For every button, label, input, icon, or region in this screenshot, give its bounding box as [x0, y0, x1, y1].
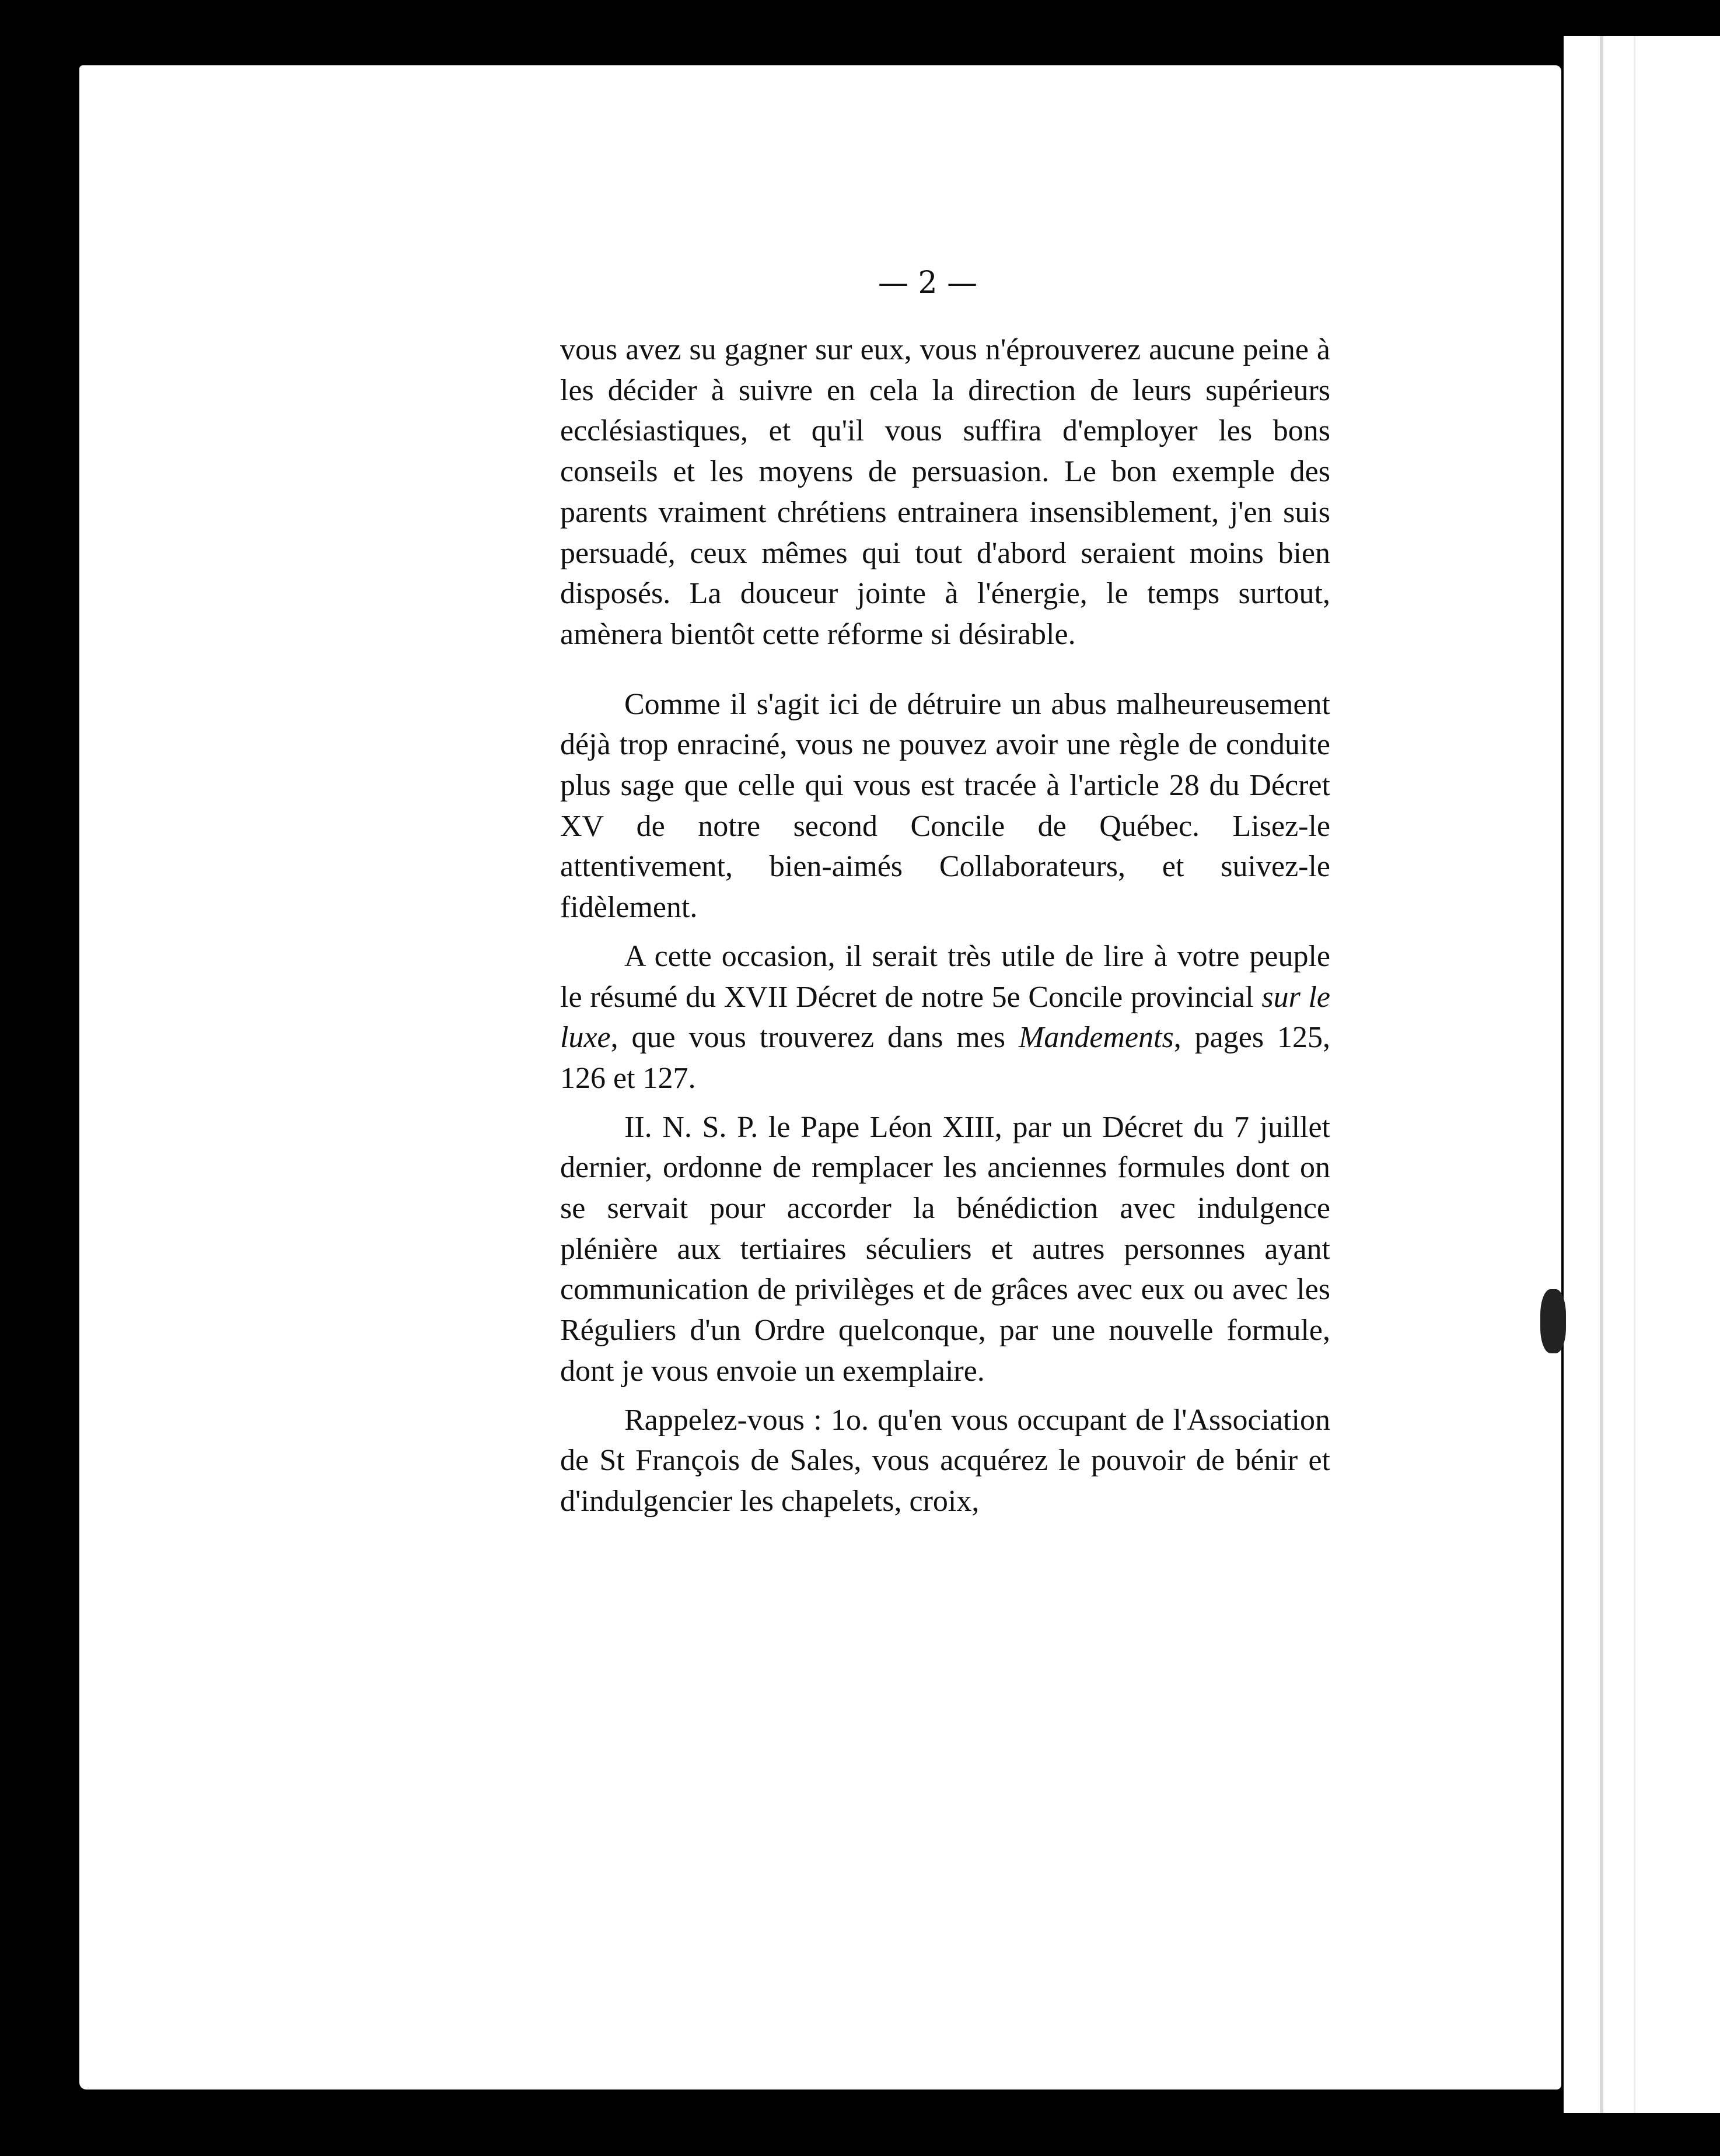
ink-blot-mark	[1540, 1289, 1566, 1353]
paragraph-3-text-middle: , que vous trouverez dans mes	[610, 1021, 1019, 1055]
paragraph-4: II. N. S. P. le Pape Léon XIII, par un Décret du 7 juillet dernier, ordonne de remplacer les anciennes formules dont on se servait pour accorder la bénédiction avec indulgence plénière aux tertiaires séculiers et autres personnes ayant communication de privilèges et de grâces avec eux ou avec les Réguliers d'un Ordre quelconque, par une nouvelle formule, dont je vous envoie un exemplaire.	[560, 1110, 1330, 1388]
page-number: — 2 —	[878, 265, 978, 300]
body-text	[560, 330, 1330, 1530]
paragraph-5: Rappelez-vous : 1o. qu'en vous occupant de l'Association de St François de Sales, vous acquérez le pouvoir de bénir et d'indulgencier les chapelets, croix,	[560, 1403, 1330, 1518]
paragraph-3-text-start: A cette occasion, il serait très utile de lire à votre peuple le résumé du XVII Décret de notre 5e Concile provincial	[560, 939, 1330, 1014]
paragraph-1: vous avez su gagner sur eux, vous n'éprouverez aucune peine à les décider à suivre en cela la direction de leurs supérieurs ecclésiastiques, et qu'il vous suffira d'employer les bons conseils et les moyens de persuasion. Le bon exemple des parents vraiment chrétiens entrainera insensiblement, j'en suis persuadé, ceux mêmes qui tout d'abord seraient moins bien disposés. La douceur jointe à l'énergie, le temps surtout, amènera bientôt cette réforme si désirable.	[560, 333, 1330, 651]
adjacent-page-edge	[1564, 36, 1720, 2113]
page-fold-line-secondary	[1634, 36, 1635, 2113]
paragraph-3	[560, 936, 1330, 1099]
paragraph-3-italic-mandements: Mandements	[1019, 1021, 1174, 1055]
page-fold-line	[1600, 36, 1603, 2113]
paragraph-3-italic-luxe: sur le luxe	[560, 980, 1331, 1055]
paragraph-3-text-end: , pages 125, 126 et 127.	[560, 1021, 1331, 1095]
paragraph-2: Comme il s'agit ici de détruire un abus malheureusement déjà trop enraciné, vous ne pouvez avoir une règle de conduite plus sage que celle qui vous est tracée à l'article 28 du Décret XV de notre second Concile de Québec. Lisez-le attentivement, bien-aimés Collaborateurs, et suivez-le fidèlement.	[560, 687, 1330, 925]
